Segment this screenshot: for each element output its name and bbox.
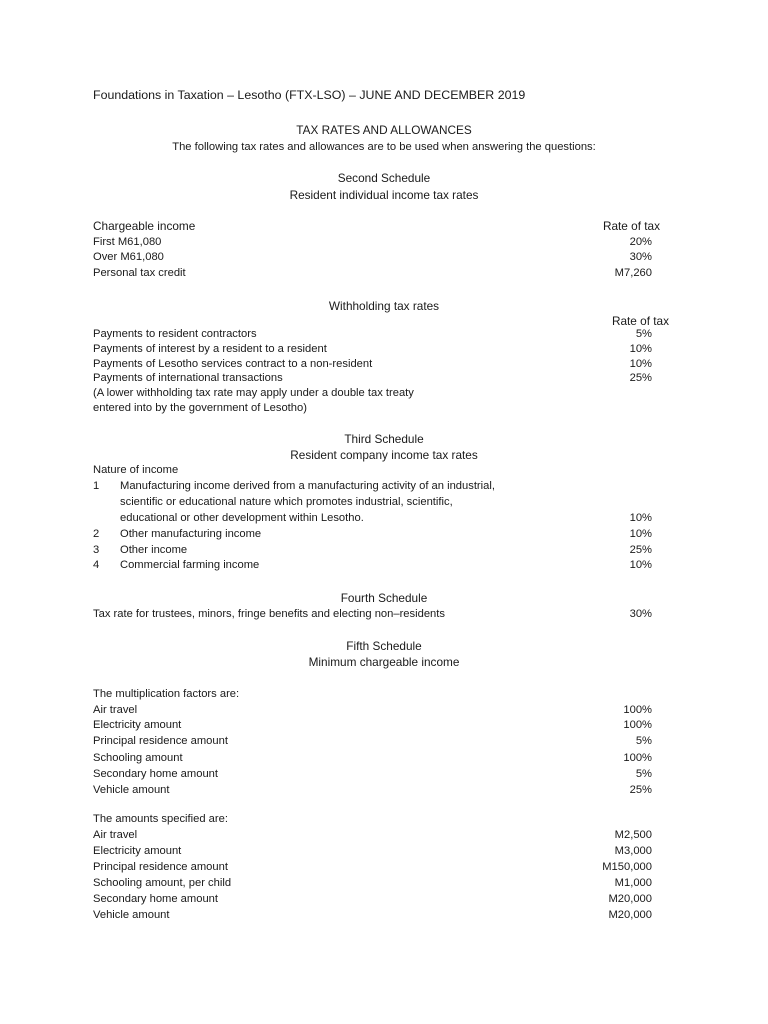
table-row-label: First M61,080 (93, 236, 162, 248)
rate-of-tax-header: Rate of tax (602, 219, 660, 233)
intro-text: The following tax rates and allowances are to be used when answering the questions: (172, 141, 596, 153)
table-row-value: 25% (629, 372, 652, 384)
item-number: 1 (93, 480, 100, 492)
table-row-value: 5% (635, 328, 652, 340)
table-row-value: M20,000 (608, 909, 652, 921)
table-row-value: 10% (629, 343, 652, 355)
item-value: 10% (629, 528, 652, 540)
table-row-value: M3,000 (614, 845, 652, 857)
table-row-label: Vehicle amount (93, 909, 170, 921)
table-row-label: Secondary home amount (93, 893, 219, 905)
table-row-value: 100% (623, 704, 652, 716)
amounts-intro: The amounts specified are: (93, 813, 228, 825)
table-row-value: M2,500 (614, 829, 652, 841)
item-label: Other manufacturing income (120, 528, 262, 540)
item-line: scientific or educational nature which promotes industrial, scientific, (120, 496, 453, 508)
section-heading: TAX RATES AND ALLOWANCES (296, 123, 472, 137)
table-row-label: Schooling amount (93, 752, 183, 764)
table-row-label: Payments of Lesotho services contract to a non-resident (93, 358, 373, 370)
third-schedule-title: Third Schedule (344, 432, 424, 446)
factors-intro: The multiplication factors are: (93, 688, 240, 700)
item-value: 25% (629, 544, 652, 556)
table-row-label: Over M61,080 (93, 251, 164, 263)
fourth-schedule-title: Fourth Schedule (340, 591, 428, 605)
item-label: Other income (120, 544, 188, 556)
item-line: Manufacturing income derived from a manufacturing activity of an industrial, (120, 480, 495, 492)
table-row-label: Vehicle amount (93, 784, 170, 796)
table-row-value: 100% (623, 719, 652, 731)
table-row-label: Secondary home amount (93, 768, 219, 780)
table-row-value: 30% (629, 251, 652, 263)
table-row-label: Payments of international transactions (93, 372, 283, 384)
withholding-note-line2: entered into by the government of Lesotho) (93, 402, 307, 414)
table-row-value: 5% (635, 768, 652, 780)
table-row-value: 25% (629, 784, 652, 796)
item-line: educational or other development within Lesotho. (120, 512, 364, 524)
nature-of-income-label: Nature of income (93, 464, 179, 476)
fifth-schedule-title: Fifth Schedule (346, 639, 422, 653)
table-row-label: Principal residence amount (93, 861, 228, 873)
table-row-value: M1,000 (614, 877, 652, 889)
table-row-label: Schooling amount, per child (93, 877, 232, 889)
table-row-label: Payments to resident contractors (93, 328, 257, 340)
fourth-schedule-label: Tax rate for trustees, minors, fringe benefits and electing non–residents (93, 608, 445, 620)
third-schedule-subtitle: Resident company income tax rates (290, 448, 478, 462)
table-row-value: M20,000 (608, 893, 652, 905)
table-row-value: M150,000 (602, 861, 652, 873)
table-row-label: Principal residence amount (93, 735, 228, 747)
table-row-label: Air travel (93, 829, 138, 841)
second-schedule-title: Second Schedule (337, 171, 431, 185)
table-row-value: 100% (623, 752, 652, 764)
table-row-value: 20% (629, 236, 652, 248)
table-row-value: 5% (635, 735, 652, 747)
table-row-label: Personal tax credit (93, 267, 186, 279)
item-value: 10% (629, 559, 652, 571)
table-row-value: M7,260 (614, 267, 652, 279)
fifth-schedule-subtitle: Minimum chargeable income (308, 655, 460, 669)
item-value: 10% (629, 512, 652, 524)
table-row-label: Electricity amount (93, 719, 182, 731)
chargeable-income-header: Chargeable income (93, 219, 196, 233)
item-number: 2 (93, 528, 100, 540)
table-row-label: Payments of interest by a resident to a resident (93, 343, 327, 355)
withholding-note-line1: (A lower withholding tax rate may apply under a double tax treaty (93, 387, 414, 399)
item-label: Commercial farming income (120, 559, 260, 571)
item-number: 4 (93, 559, 100, 571)
table-row-label: Air travel (93, 704, 138, 716)
withholding-rate-header: Rate of tax (611, 314, 669, 328)
table-row-value: 10% (629, 358, 652, 370)
fourth-schedule-value: 30% (629, 608, 652, 620)
item-number: 3 (93, 544, 100, 556)
table-row-label: Electricity amount (93, 845, 182, 857)
document-title: Foundations in Taxation – Lesotho (FTX-LSO) – JUNE AND DECEMBER 2019 (93, 88, 526, 102)
second-schedule-subtitle: Resident individual income tax rates (289, 188, 479, 202)
withholding-title: Withholding tax rates (328, 299, 440, 313)
